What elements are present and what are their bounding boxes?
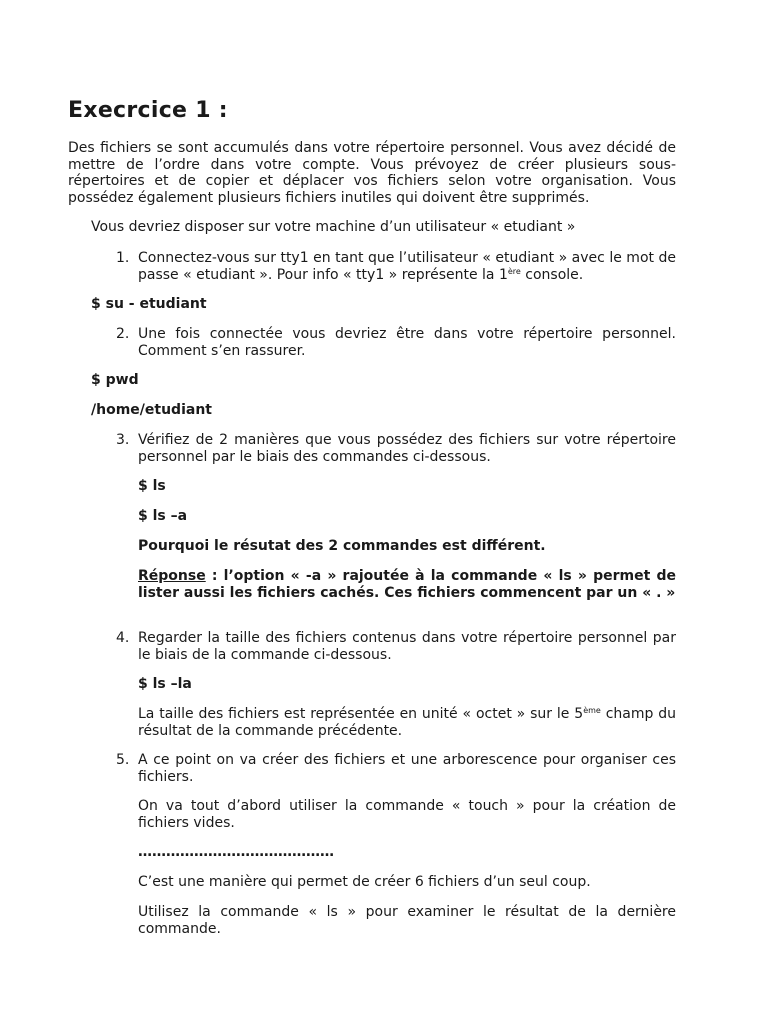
- step-4-text: Regarder la taille des fichiers contenus dans votre répertoire personnel par le biais de la commande ci-dessous.: [138, 630, 676, 663]
- command-ls-a: $ ls –a: [138, 508, 188, 524]
- exercise-title: Execrcice 1 :: [68, 98, 228, 123]
- step-1-text-main: Connectez-vous sur tty1 en tant que l’utilisateur « etudiant » avec le mot de passe « etudiant ». Pour info « tty1 » représente la 1: [138, 250, 676, 283]
- command-pwd: $ pwd: [91, 372, 139, 388]
- step-1-number: 1.: [116, 250, 130, 266]
- step-4-number: 4.: [116, 630, 130, 646]
- question-3: Pourquoi le résutat des 2 commandes est différent.: [138, 538, 546, 554]
- step-3-text: Vérifiez de 2 manières que vous possédez des fichiers sur votre répertoire personnel par le biais des commandes ci-dessous.: [138, 432, 676, 465]
- placeholder-dots: ……………………………………: [138, 844, 334, 860]
- answer-label: Réponse: [138, 568, 206, 584]
- step-2-number: 2.: [116, 326, 130, 342]
- step-5-number: 5.: [116, 752, 130, 768]
- command-su: $ su - etudiant: [91, 296, 207, 312]
- pwd-output: /home/etudiant: [91, 402, 212, 418]
- step-1-text: [138, 250, 676, 283]
- size-note: [138, 706, 676, 739]
- command-ls: $ ls: [138, 478, 166, 494]
- step-5-text: A ce point on va créer des fichiers et une arborescence pour organiser ces fichiers.: [138, 752, 676, 785]
- size-note-superscript: ème: [583, 706, 601, 715]
- command-ls-la: $ ls –la: [138, 676, 192, 692]
- ls-examine-text: Utilisez la commande « ls » pour examiner le résultat de la dernière commande.: [138, 904, 676, 937]
- size-note-end: champ du résultat de la commande précédente.: [138, 706, 676, 739]
- answer-text: : l’option « -a » rajoutée à la commande « ls » permet de lister aussi les fichiers cachés. Ces fichiers commencent par un « . »: [138, 568, 676, 601]
- step-1-superscript: ère: [507, 266, 521, 276]
- step-3-number: 3.: [116, 432, 130, 448]
- six-files-note: C’est une manière qui permet de créer 6 fichiers d’un seul coup.: [138, 874, 591, 890]
- intro-paragraph: Des fichiers se sont accumulés dans votre répertoire personnel. Vous avez décidé de mettre de l’ordre dans votre compte. Vous prévoyez de créer plusieurs sous-répertoires et de copier et déplacer vos fichiers selon votre organisation. Vous possédez également plusieurs fichiers inutiles qui doivent être supprimés.: [68, 140, 676, 206]
- step-2-text: Une fois connectée vous devriez être dans votre répertoire personnel. Comment s’en rassurer.: [138, 326, 676, 359]
- touch-intro: On va tout d’abord utiliser la commande « touch » pour la création de fichiers vides.: [138, 798, 676, 831]
- step-1-text-end: console.: [520, 266, 584, 283]
- size-note-main: La taille des fichiers est représentée en unité « octet » sur le 5: [138, 706, 584, 722]
- prerequisite-text: Vous devriez disposer sur votre machine d’un utilisateur « etudiant »: [91, 219, 576, 235]
- answer-3: [138, 568, 676, 601]
